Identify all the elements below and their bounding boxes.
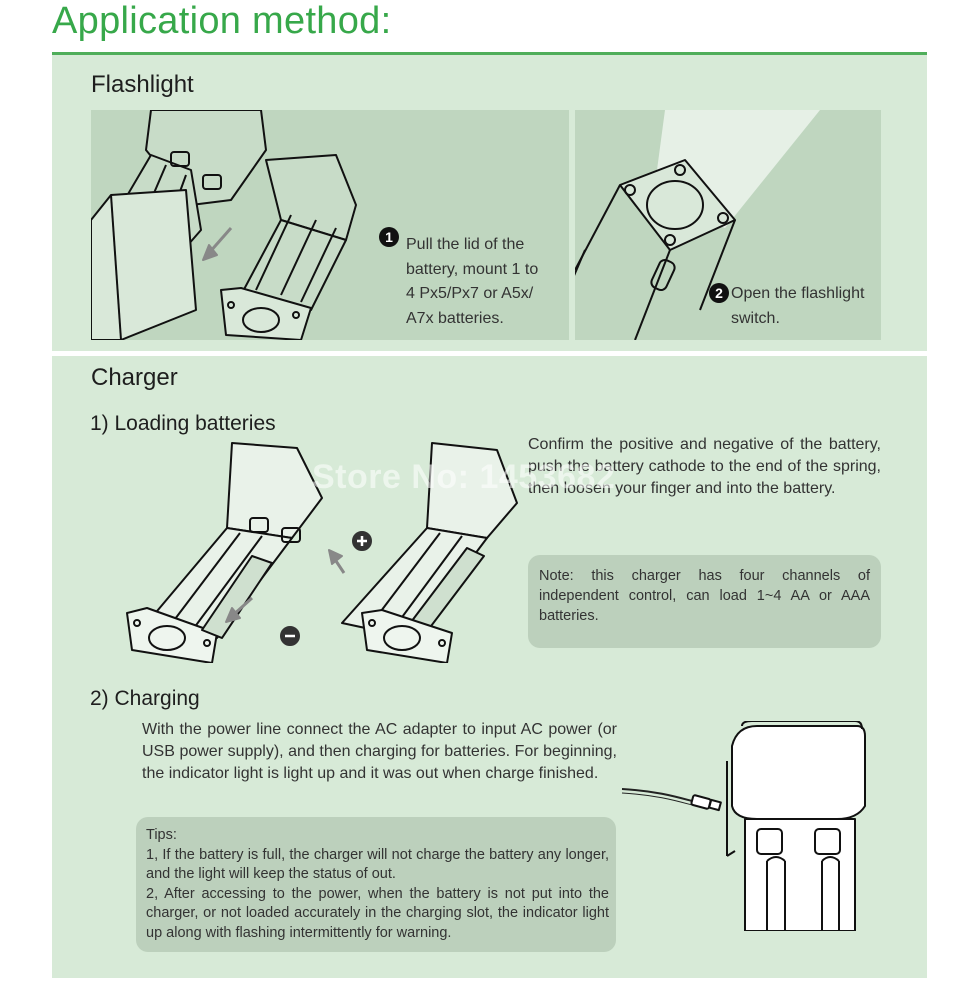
charger-section-title: Charger (91, 364, 178, 391)
step-1-badge: 1 (379, 227, 399, 247)
step-2-badge: 2 (709, 283, 729, 303)
step-1-line: 4 Px5/Px7 or A5x/ (406, 285, 534, 302)
store-watermark: Store No: 1453682 (312, 458, 616, 496)
loading-note-box: Note: this charger has four channels of independent control, can load 1~4 AA or AAA batteries. (528, 555, 881, 648)
step-2-text (731, 282, 864, 331)
charging-description: With the power line connect the AC adapter to input AC power (or USB power supply), and then charging for batteries. For beginning, the indicator light is light up and it was out when charge finished. (142, 721, 617, 782)
tips-box (136, 817, 616, 952)
charging-title: 2) Charging (90, 687, 200, 710)
tip-item: 2, After accessing to the power, when the battery is not put into the charger, or not loaded accurately in the charging slot, the indicator light up along with flashing intermittently for warning. (146, 885, 609, 941)
flashlight-section-title: Flashlight (91, 71, 194, 98)
step-1-text (406, 233, 538, 331)
loading-batteries-title: 1) Loading batteries (90, 412, 276, 435)
tip-item: 1, If the battery is full, the charger will not charge the battery any longer, and the light will keep the status of out. (146, 846, 609, 883)
step-1-line: Pull the lid of the (406, 236, 525, 253)
step-1-line: battery, mount 1 to (406, 260, 539, 278)
step-2-line: Open the flashlight (731, 285, 865, 302)
step-1-line: A7x batteries. (406, 309, 504, 327)
tips-heading: Tips: (146, 827, 177, 843)
charging-illustration (617, 721, 877, 931)
charger-panel (52, 356, 927, 978)
flashlight-panel (52, 55, 927, 351)
step-2-line: switch. (731, 309, 780, 327)
loading-description: Confirm the positive and negative of the battery, push the battery cathode to the end of the spring, then loosen your finger and into the battery. (528, 436, 881, 497)
page-title: Application method: (52, 0, 392, 42)
